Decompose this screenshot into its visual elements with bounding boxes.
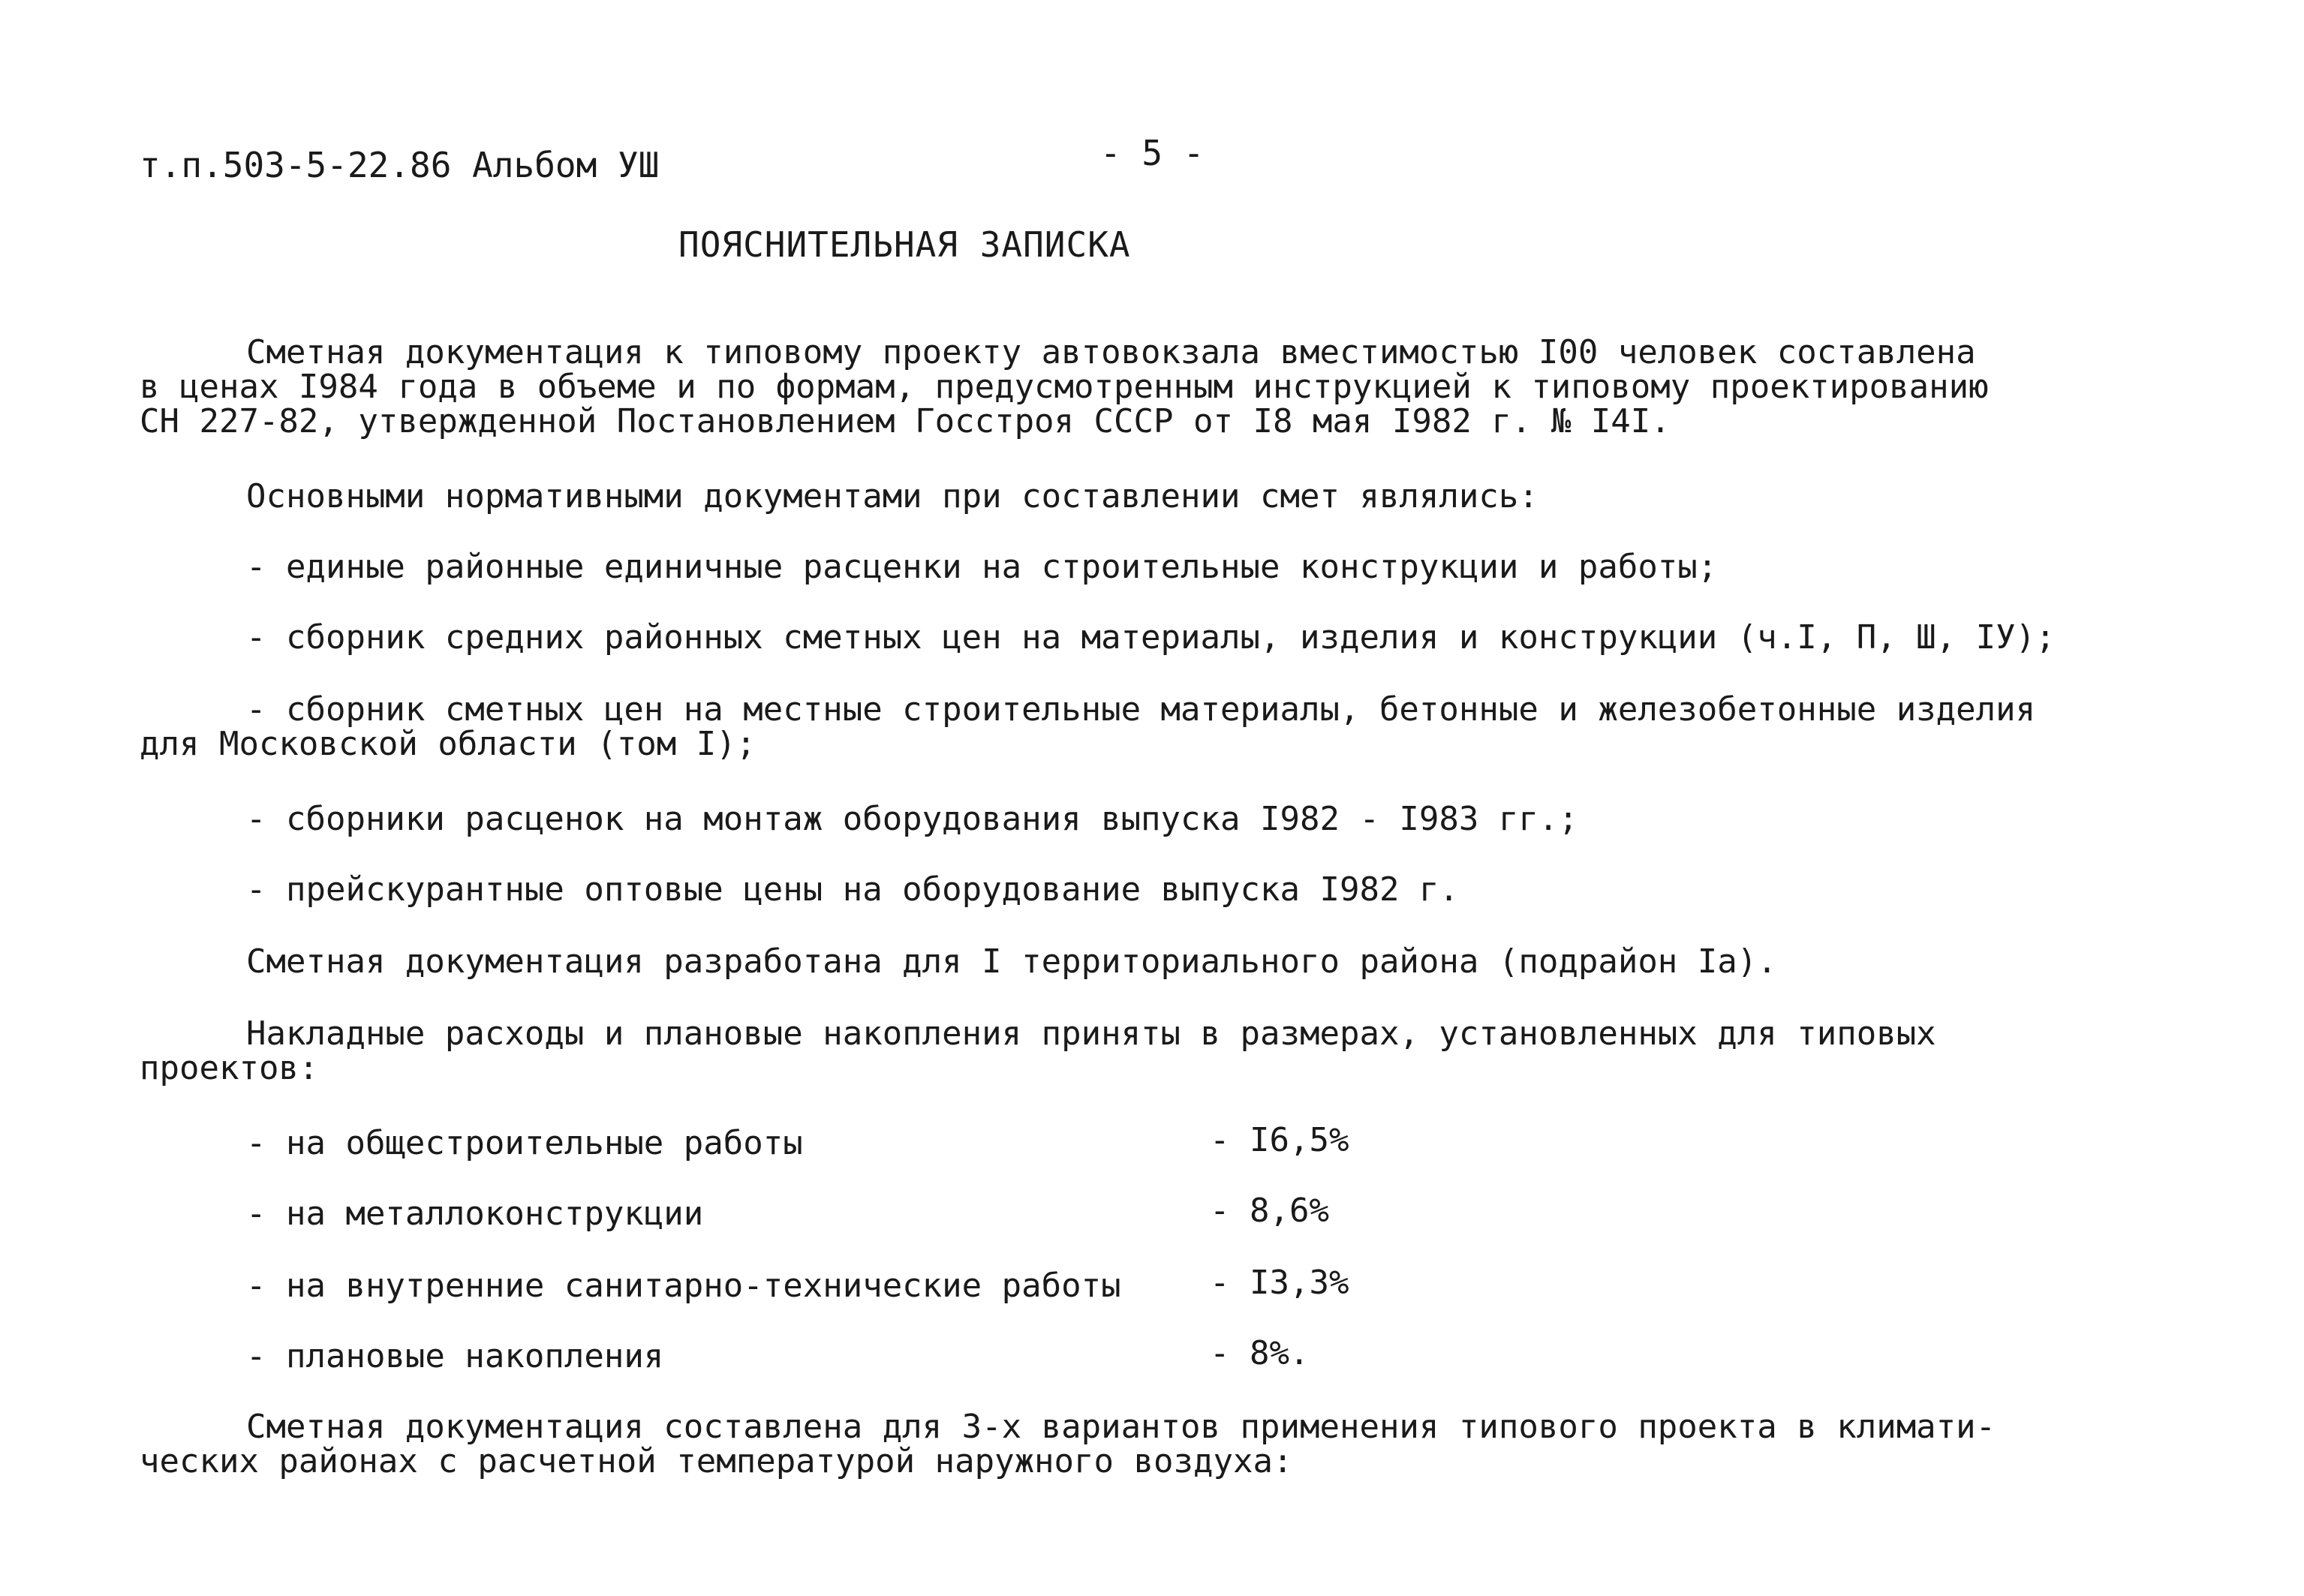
region-statement: Сметная документация разработана для I территориального района (подрайон Iа). bbox=[246, 942, 1777, 981]
normative-item-1: - единые районные единичные расценки на строительные конструкции и работы; bbox=[246, 548, 1718, 586]
document-reference: т.п.503-5-22.86 Альбом УШ bbox=[140, 145, 660, 185]
overhead-line-1: Накладные расходы и плановые накопления приняты в размерах, установленных для типовых bbox=[246, 1014, 1936, 1053]
variants-line-2: ческих районах с расчетной температурой наружного воздуха: bbox=[140, 1442, 1293, 1480]
rate-label: - на металлоконструкции bbox=[246, 1195, 704, 1233]
page-number: - 5 - bbox=[1100, 133, 1205, 173]
intro-line-3: СН 227-82, утвержденной Постановлением Госстроя СССР от I8 мая I982 г. № I4I. bbox=[140, 402, 1671, 440]
intro-line-1: Сметная документация к типовому проекту автовокзала вместимостью I00 человек составлена bbox=[246, 333, 1976, 371]
normative-item-5: - прейскурантные оптовые цены на оборудование выпуска I982 г. bbox=[246, 870, 1459, 909]
normative-item-3-line-2: для Московской области (том I); bbox=[140, 725, 756, 763]
variants-line-1: Сметная документация составлена для 3-х вариантов применения типового проекта в климати- bbox=[246, 1408, 1996, 1446]
page-title: ПОЯСНИТЕЛЬНАЯ ЗАПИСКА bbox=[678, 224, 1131, 265]
normative-item-3-line-1: - сборник сметных цен на местные строительные материалы, бетонные и железобетонные изделия bbox=[246, 690, 2036, 729]
rate-value: - 8,6% bbox=[1210, 1192, 1329, 1230]
normative-item-4: - сборники расценок на монтаж оборудования выпуска I982 - I983 гг.; bbox=[246, 800, 1578, 838]
normative-heading: Основными нормативными документами при составлении смет являлись: bbox=[246, 477, 1539, 515]
rate-value: - 8%. bbox=[1210, 1334, 1310, 1372]
normative-item-2: - сборник средних районных сметных цен на материалы, изделия и конструкции (ч.I, П, Ш, IУ); bbox=[246, 618, 2056, 657]
intro-line-2: в ценах I984 года в объеме и по формам, предусмотренным инструкцией к типовому проектированию bbox=[140, 368, 1989, 406]
rate-value: - I6,5% bbox=[1210, 1121, 1349, 1159]
rate-label: - плановые накопления bbox=[246, 1337, 664, 1375]
overhead-line-2: проектов: bbox=[140, 1049, 319, 1087]
rate-label: - на внутренние санитарно-технические работы bbox=[246, 1267, 1121, 1305]
rate-label: - на общестроительные работы bbox=[246, 1124, 803, 1162]
rate-value: - I3,3% bbox=[1210, 1264, 1349, 1302]
